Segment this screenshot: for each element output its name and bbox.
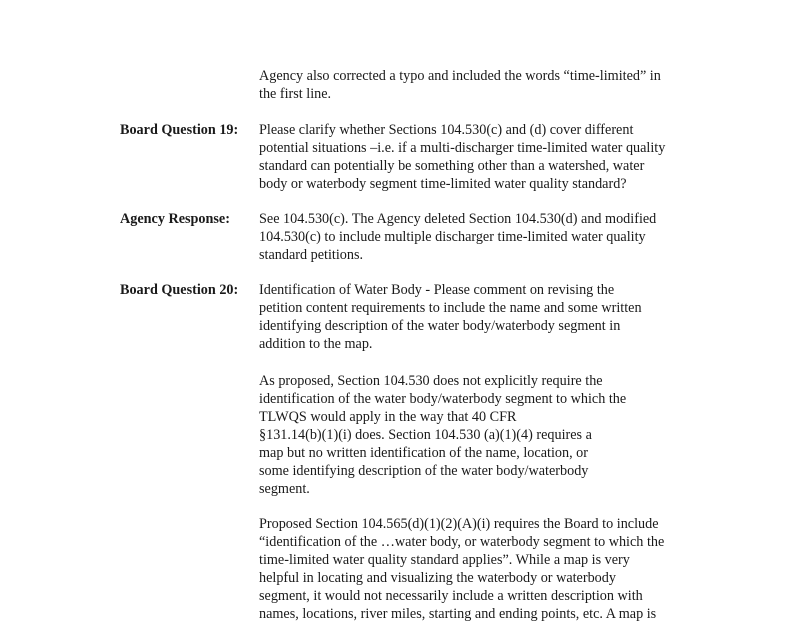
text-line: standard can potentially be something other than a watershed, water xyxy=(259,158,645,174)
board-question-20-paragraph-3 xyxy=(259,515,709,623)
text-line: 104.530(c) to include multiple discharger time-limited water quality xyxy=(259,229,646,245)
text-line: identification of the water body/waterbody segment to which the xyxy=(259,391,627,407)
text-line: the first line. xyxy=(259,86,332,102)
text-line: segment, it would not necessarily include a written description with xyxy=(259,588,643,604)
text-line: names, locations, river miles, starting and ending points, etc. A map is xyxy=(259,606,657,622)
text-line: Proposed Section 104.565(d)(1)(2)(A)(i) requires the Board to include xyxy=(259,516,659,532)
text-line: addition to the map. xyxy=(259,336,373,352)
text-line: Please clarify whether Sections 104.530(c) and (d) cover different xyxy=(259,122,634,138)
text-line: Identification of Water Body - Please comment on revising the xyxy=(259,282,615,298)
text-line: map but no written identification of the name, location, or xyxy=(259,445,588,461)
text-line: identifying description of the water body/waterbody segment in xyxy=(259,318,621,334)
text-line: §131.14(b)(1)(i) does. Section 104.530 (a)(1)(4) requires a xyxy=(259,427,592,443)
board-question-20-label: Board Question 20: xyxy=(120,282,239,298)
text-line: Agency also corrected a typo and included the words “time-limited” in xyxy=(259,68,661,84)
text-line: See 104.530(c). The Agency deleted Section 104.530(d) and modified xyxy=(259,211,657,227)
agency-response-label: Agency Response: xyxy=(120,211,230,227)
board-question-20-paragraph-1 xyxy=(259,281,709,353)
text-line: TLWQS would apply in the way that 40 CFR xyxy=(259,409,517,425)
text-line: some identifying description of the water body/waterbody xyxy=(259,463,589,479)
agency-response-text xyxy=(259,210,709,264)
continuation-text xyxy=(259,67,709,103)
board-question-19-text xyxy=(259,121,709,193)
text-line: segment. xyxy=(259,481,310,497)
text-line: petition content requirements to include the name and some written xyxy=(259,300,642,316)
board-question-20-paragraph-2 xyxy=(259,372,709,498)
text-line: helpful in locating and visualizing the waterbody or waterbody xyxy=(259,570,616,586)
text-line: “identification of the …water body, or waterbody segment to which the xyxy=(259,534,665,550)
text-line: body or waterbody segment time-limited water quality standard? xyxy=(259,176,627,192)
text-line: standard petitions. xyxy=(259,247,364,263)
board-question-19-label: Board Question 19: xyxy=(120,122,239,138)
text-line: potential situations –i.e. if a multi-discharger time-limited water quality xyxy=(259,140,666,156)
text-line: As proposed, Section 104.530 does not explicitly require the xyxy=(259,373,603,389)
text-line: time-limited water quality standard applies”. While a map is very xyxy=(259,552,630,568)
